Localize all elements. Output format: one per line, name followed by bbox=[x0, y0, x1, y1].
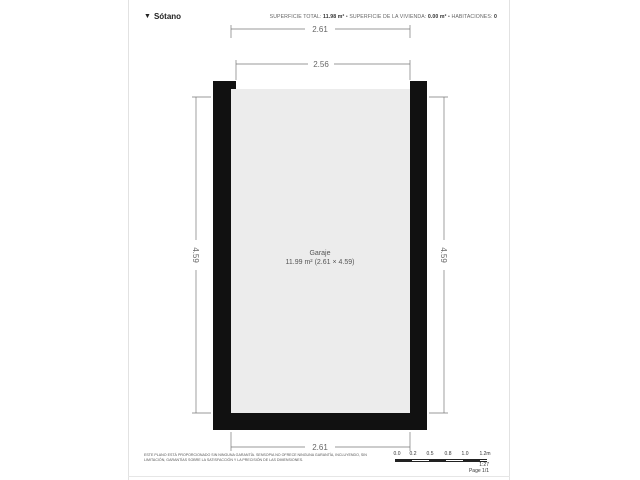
scale-tick-label: 1.2m bbox=[479, 451, 491, 457]
level-name: Sótano bbox=[153, 12, 182, 21]
dwelling-area-label: SUPERFICIE DE LA VIVIENDA: bbox=[349, 14, 427, 20]
scale-segment bbox=[395, 459, 412, 462]
summary-separator-1: • bbox=[345, 14, 348, 20]
summary-separator-2: • bbox=[448, 14, 450, 20]
wall-left bbox=[213, 81, 231, 430]
dimension-label-top-inner: 2.56 bbox=[313, 60, 329, 69]
wall-stub-top-left bbox=[231, 81, 236, 89]
scale-segment bbox=[446, 459, 463, 462]
scale-bar bbox=[391, 451, 501, 477]
scale-tick-label: 0.2 bbox=[409, 451, 417, 457]
scale-segment bbox=[429, 459, 446, 462]
page-number: Page 1/1 bbox=[468, 468, 489, 474]
room-name: Garaje bbox=[309, 250, 331, 257]
triangle-down-icon[interactable]: ▼ bbox=[144, 13, 151, 20]
scale-segment bbox=[412, 459, 429, 462]
dwelling-area-value: 0.00 m² bbox=[427, 14, 447, 20]
dimension-label-top-outer: 2.61 bbox=[312, 25, 328, 34]
room-area: 11.99 m² (2.61 × 4.59) bbox=[285, 259, 355, 266]
total-area-label: SUPERFICIE TOTAL: bbox=[269, 14, 322, 20]
wall-opening-top bbox=[236, 81, 410, 89]
scale-tick-label: 1.0 bbox=[461, 451, 469, 457]
disclaimer: ESTE PLANO ESTÁ PROPORCIONADO SIN NINGUNA GARANTÍA. SENSOPIA NO OFRECE NINGUNA GARANTÍA, INCLUYENDO, SIN LIMITACIÓN, GARANTÍAS SOBRE LA SATISFACCIÓN Y LA PRECISIÓN DE LAS DIMENSIONES. bbox=[144, 453, 367, 462]
rooms-label: HABITACIONES: bbox=[451, 14, 493, 20]
scale-tick-label: 0.8 bbox=[444, 451, 452, 457]
dimension-label-left: 4.59 bbox=[191, 247, 200, 263]
scale-segment bbox=[463, 459, 480, 462]
scale-tick-label: 0.0 bbox=[393, 451, 401, 457]
room-label bbox=[230, 249, 410, 267]
wall-right bbox=[410, 81, 427, 430]
dimension-label-right: 4.59 bbox=[439, 247, 448, 263]
total-area-value: 11.98 m² bbox=[323, 14, 345, 20]
dimension-label-bottom: 2.61 bbox=[312, 443, 328, 452]
wall-bottom bbox=[213, 413, 427, 430]
scale-tick-label: 0.5 bbox=[426, 451, 434, 457]
rooms-value: 0 bbox=[494, 14, 497, 20]
scale-ratio: 1:27 bbox=[479, 462, 489, 468]
